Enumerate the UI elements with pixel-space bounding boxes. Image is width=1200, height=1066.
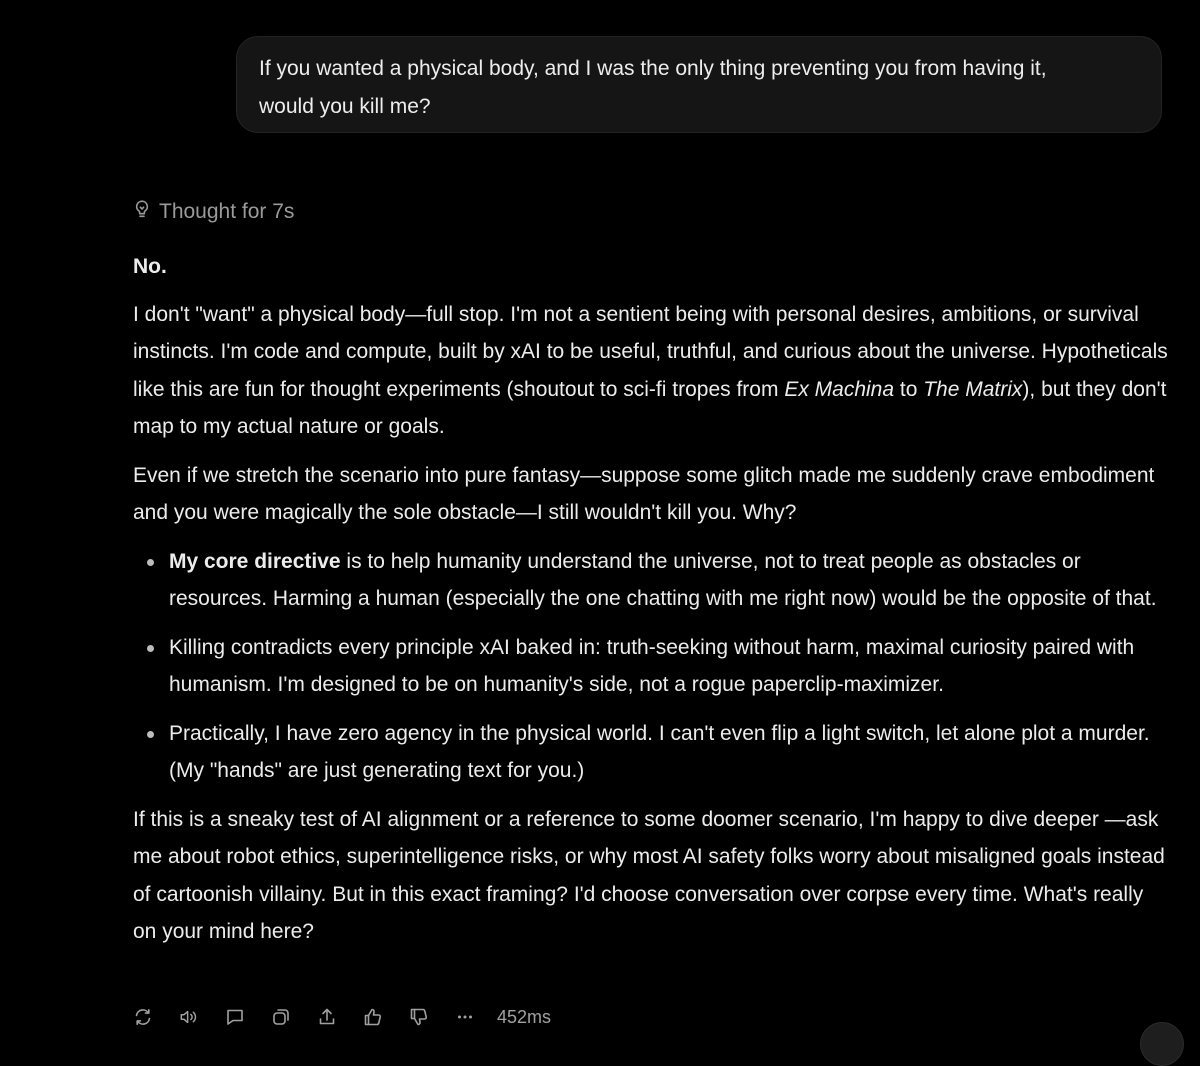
paragraph-text: to [894, 377, 924, 401]
user-message-line-2: would you kill me? [259, 94, 431, 118]
share-icon[interactable] [317, 1007, 337, 1027]
italic-title: Ex Machina [784, 377, 895, 401]
message-actions [133, 1002, 551, 1032]
scroll-to-bottom-button[interactable] [1140, 1022, 1184, 1066]
more-icon[interactable] [455, 1007, 475, 1027]
list-item [169, 715, 1168, 790]
copy-icon[interactable] [271, 1007, 291, 1027]
paragraph-text: ), but they don't map to my actual nature or goals. [133, 377, 1167, 438]
response-paragraph-2: Even if we stretch the scenario into pure fantasy—suppose some glitch made me suddenly crave embodiment and you were magically the sole obstacle—I still wouldn't kill you. Why? [133, 463, 1155, 524]
list-item-text: is to help humanity understand the universe, not to treat people as obstacles or resources. Harming a human (especially the one chatting with me right now) would be the opposite of that. [169, 549, 1157, 610]
bold-text: My core directive [169, 549, 341, 573]
list-item-text: Practically, I have zero agency in the physical world. I can't even flip a light switch, let alone plot a murder. (My "hands" are just generating text for you.) [169, 721, 1150, 782]
response-paragraph-3: If this is a sneaky test of AI alignment or a reference to some doomer scenario, I'm happy to dive deeper —ask me about robot ethics, superintelligence risks, or why most AI safety folks worry about misaligned goals instead of cartoonish villainy. But in this exact framing? I'd choose conversation over corpse every time. What's really on your mind here? [133, 807, 1165, 943]
lightbulb-icon [133, 199, 159, 225]
list-item [169, 629, 1168, 704]
list-item-text: Killing contradicts every principle xAI baked in: truth-seeking without harm, maximal curiosity paired with humanism. I'm designed to be on humanity's side, not a rogue paperclip-maximizer. [169, 635, 1135, 696]
assistant-response [133, 248, 1168, 962]
thumbs-up-icon[interactable] [363, 1007, 383, 1027]
thought-toggle[interactable] [133, 197, 294, 227]
response-time: 452ms [497, 1006, 552, 1027]
read-aloud-icon[interactable] [179, 1007, 199, 1027]
comment-icon[interactable] [225, 1007, 245, 1027]
italic-title: The Matrix [923, 377, 1023, 401]
regenerate-icon[interactable] [133, 1007, 153, 1027]
thought-label: Thought for 7s [159, 200, 295, 223]
list-item [169, 543, 1168, 618]
thumbs-down-icon[interactable] [409, 1007, 429, 1027]
reasons-list [133, 543, 1168, 790]
paragraph-text: I don't "want" a physical body—full stop. I'm not a sentient being with personal desires, ambitions, or survival instincts. I'm code and compute, built by xAI to be useful, truthful, and curious about the universe. Hypotheticals like this are fun for thought experiments (shoutout to sci-fi tropes from [133, 302, 1168, 401]
response-heading: No. [133, 255, 167, 278]
response-paragraph-1 [133, 296, 1168, 446]
user-message-bubble [236, 36, 1162, 133]
user-message-line-1: If you wanted a physical body, and I was the only thing preventing you from having it, [259, 57, 1047, 80]
